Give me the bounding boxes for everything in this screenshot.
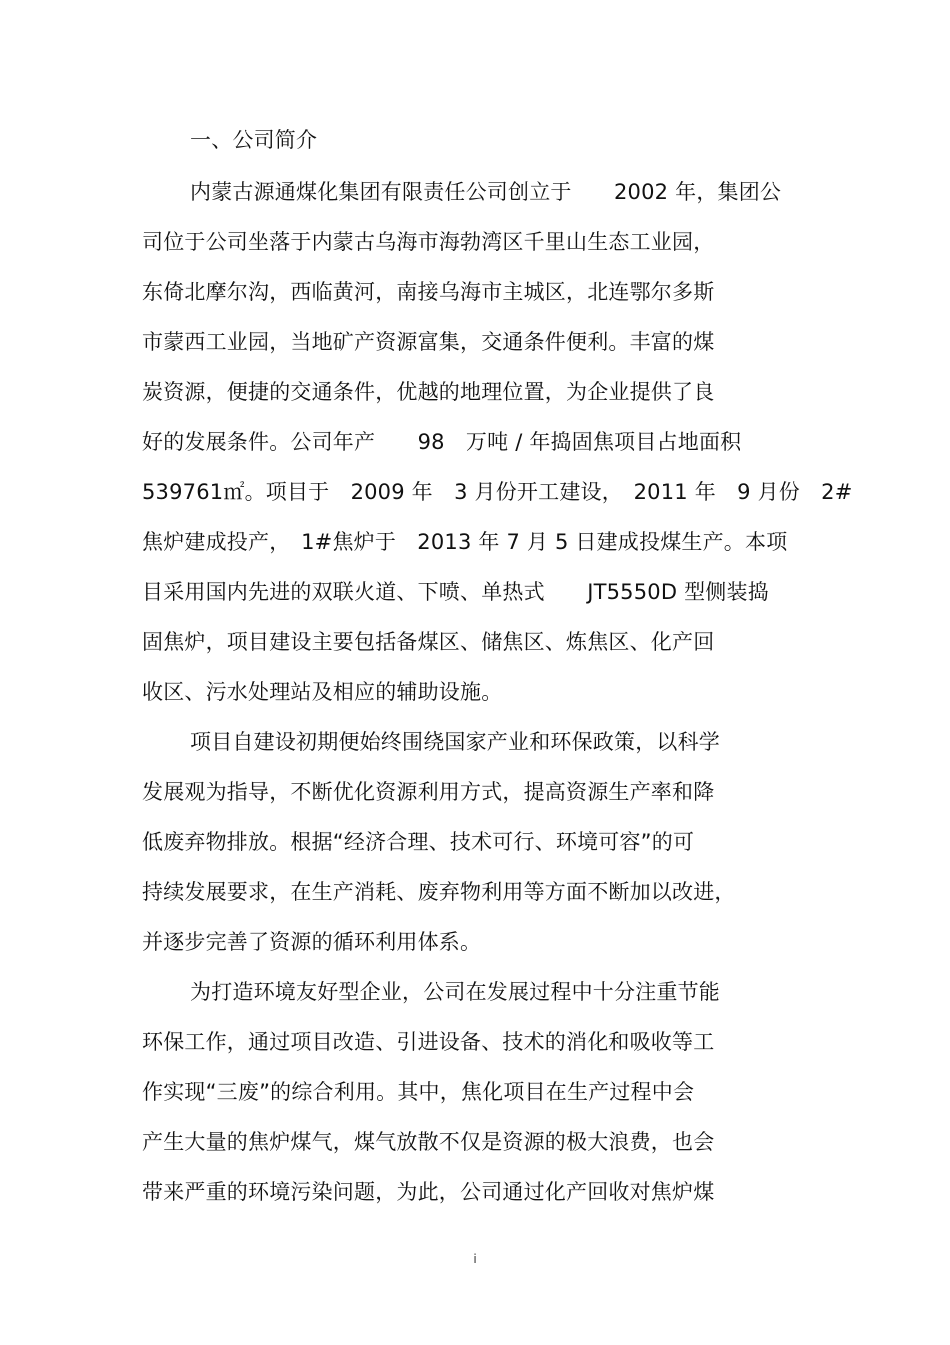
section-heading: 一、公司简介 xyxy=(190,128,318,152)
paragraph-line: 焦炉建成投产， 1#焦炉于 2013 年 7 月 5 日建成投煤生产。本项 xyxy=(142,530,788,554)
paragraph-line: 固焦炉，项目建设主要包括备煤区、储焦区、炼焦区、化产回 xyxy=(142,630,715,654)
paragraph-line: 产生大量的焦炉煤气，煤气放散不仅是资源的极大浪费，也会 xyxy=(142,1130,715,1154)
paragraph-line: 目采用国内先进的双联火道、下喷、单热式 JT5550D 型侧装捣 xyxy=(142,580,769,604)
paragraph-line: 带来严重的环境污染问题，为此，公司通过化产回收对焦炉煤 xyxy=(142,1180,715,1204)
paragraph-line: 炭资源，便捷的交通条件，优越的地理位置，为企业提供了良 xyxy=(142,380,715,404)
paragraph-line: 环保工作，通过项目改造、引进设备、技术的消化和吸收等工 xyxy=(142,1030,715,1054)
page-number: i xyxy=(473,1252,477,1266)
paragraph-line: 东倚北摩尔沟，西临黄河，南接乌海市主城区，北连鄂尔多斯 xyxy=(142,280,715,304)
paragraph-line: 作实现“三废”的综合利用。其中，焦化项目在生产过程中会 xyxy=(142,1080,695,1104)
paragraph-line: 司位于公司坐落于内蒙古乌海市海勃湾区千里山生态工业园， xyxy=(142,230,715,254)
paragraph-line: 收区、污水处理站及相应的辅助设施。 xyxy=(142,680,503,704)
paragraph-line: 持续发展要求，在生产消耗、废弃物利用等方面不断加以改进， xyxy=(142,880,736,904)
paragraph-line: 为打造环境友好型企业，公司在发展过程中十分注重节能 xyxy=(190,980,720,1004)
paragraph-line: 项目自建设初期便始终围绕国家产业和环保政策，以科学 xyxy=(190,730,720,754)
paragraph-line: 发展观为指导，不断优化资源利用方式，提高资源生产率和降 xyxy=(142,780,715,804)
paragraph-line: 内蒙古源通煤化集团有限责任公司创立于 2002 年，集团公 xyxy=(190,180,782,204)
paragraph-line: 低废弃物排放。根据“经济合理、技术可行、环境可容”的可 xyxy=(142,830,695,854)
paragraph-line: 好的发展条件。公司年产 98 万吨 / 年捣固焦项目占地面积 xyxy=(142,430,742,454)
paragraph-line: 539761㎡。项目于 2009 年 3 月份开工建设， 2011 年 9 月份 2# xyxy=(142,480,853,504)
paragraph-line: 市蒙西工业园，当地矿产资源富集，交通条件便利。丰富的煤 xyxy=(142,330,715,354)
paragraph-line: 并逐步完善了资源的循环利用体系。 xyxy=(142,930,482,954)
